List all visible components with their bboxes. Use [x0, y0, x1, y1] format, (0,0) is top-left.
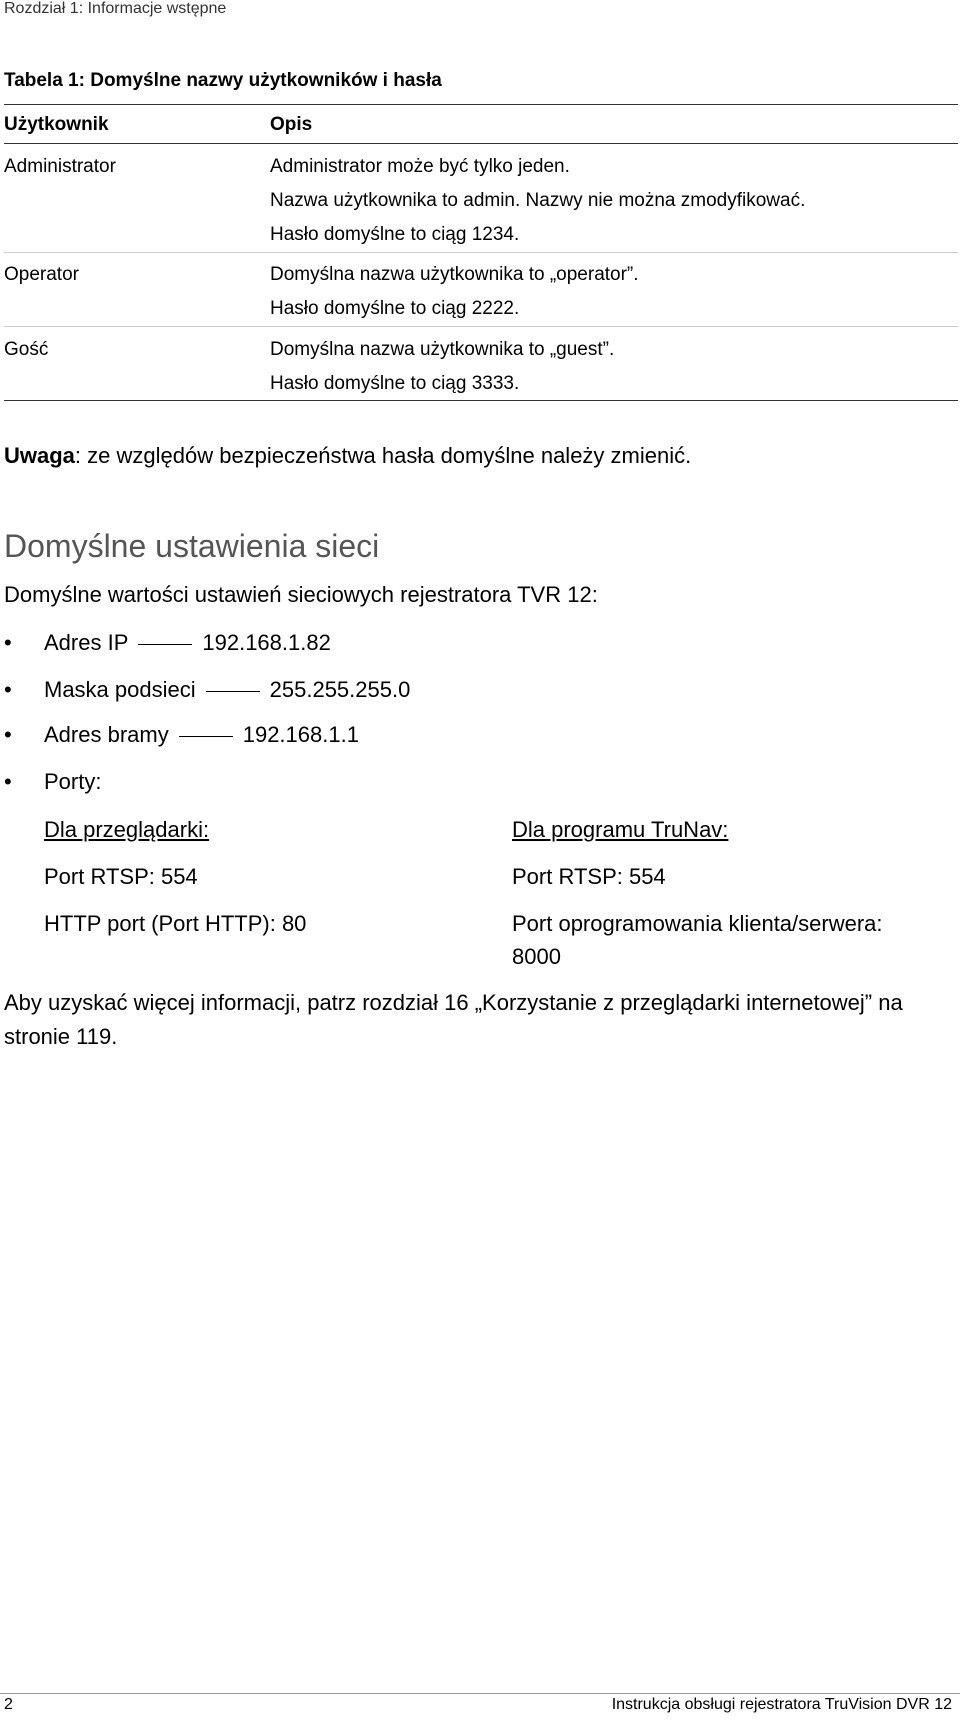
page-number: 2 — [4, 1696, 13, 1713]
table-caption: Tabela 1: Domyślne nazwy użytkowników i hasła — [4, 70, 442, 91]
running-header: Rozdział 1: Informacje wstępne — [4, 0, 227, 17]
browser-http: HTTP port (Port HTTP): 80 — [44, 911, 307, 936]
browser-heading: Dla przeglądarki: — [44, 817, 210, 842]
table-bottom-rule — [4, 400, 958, 401]
table-cell-desc-line: Domyślna nazwa użytkownika to „guest”. — [270, 339, 615, 360]
security-note — [4, 443, 691, 469]
footer-title: Instrukcja obsługi rejestratora TruVision DVR 12 — [611, 1696, 952, 1713]
table-cell-user: Administrator — [4, 156, 116, 177]
trunav-server-value: 8000 — [512, 944, 561, 969]
browser-rtsp: Port RTSP: 554 — [44, 864, 198, 889]
table-cell-desc-line: Domyślna nazwa użytkownika to „operator”. — [270, 264, 639, 285]
bullet-ports — [4, 769, 101, 795]
bullet-value: 192.168.1.1 — [242, 722, 359, 747]
note-label: Uwaga — [4, 443, 75, 468]
dash — [138, 644, 192, 645]
bullet-dot: • — [4, 677, 12, 702]
bullet-dot: • — [4, 722, 12, 747]
note-text: : ze względów bezpieczeństwa hasła domyślne należy zmienić. — [74, 443, 692, 468]
bullet-label: Porty: — [44, 769, 102, 794]
table-header-description: Opis — [270, 114, 313, 135]
bullet-value: 192.168.1.82 — [202, 630, 331, 655]
bullet-label: Adres IP — [44, 630, 129, 655]
section-intro: Domyślne wartości ustawień sieciowych rejestratora TVR 12: — [4, 582, 598, 607]
table-cell-user: Gość — [4, 339, 49, 360]
trunav-rtsp: Port RTSP: 554 — [512, 864, 666, 889]
footer-rule — [0, 1693, 960, 1694]
table-row-rule — [4, 326, 958, 327]
bullet-dot: • — [4, 769, 12, 794]
table-cell-desc-line: Administrator może być tylko jeden. — [270, 156, 570, 177]
table-cell-desc-line: Hasło domyślne to ciąg 3333. — [270, 373, 520, 394]
table-cell-user: Operator — [4, 264, 79, 285]
trunav-heading: Dla programu TruNav: — [512, 817, 729, 842]
table-top-rule — [4, 104, 958, 105]
bullet-value: 255.255.255.0 — [269, 677, 411, 702]
table-row-rule — [4, 252, 958, 253]
more-info-paragraph: Aby uzyskać więcej informacji, patrz rozdział 16 „Korzystanie z przeglądarki internetowej” na stronie 119. — [4, 990, 903, 1049]
table-header-user: Użytkownik — [4, 114, 109, 135]
dash — [179, 736, 233, 737]
table-cell-desc-line: Hasło domyślne to ciąg 2222. — [270, 298, 520, 319]
bullet-ip — [4, 630, 331, 656]
bullet-label: Adres bramy — [44, 722, 169, 747]
bullet-gateway — [4, 722, 359, 748]
section-title: Domyślne ustawienia sieci — [4, 528, 380, 564]
table-header-rule — [4, 143, 958, 144]
bullet-dot: • — [4, 630, 12, 655]
bullet-mask — [4, 677, 410, 703]
table-cell-desc-line: Hasło domyślne to ciąg 1234. — [270, 224, 520, 245]
trunav-server-label: Port oprogramowania klienta/serwera: — [512, 911, 883, 936]
table-cell-desc-line: Nazwa użytkownika to admin. Nazwy nie można zmodyfikować. — [270, 190, 806, 211]
dash — [206, 691, 260, 692]
bullet-label: Maska podsieci — [44, 677, 196, 702]
